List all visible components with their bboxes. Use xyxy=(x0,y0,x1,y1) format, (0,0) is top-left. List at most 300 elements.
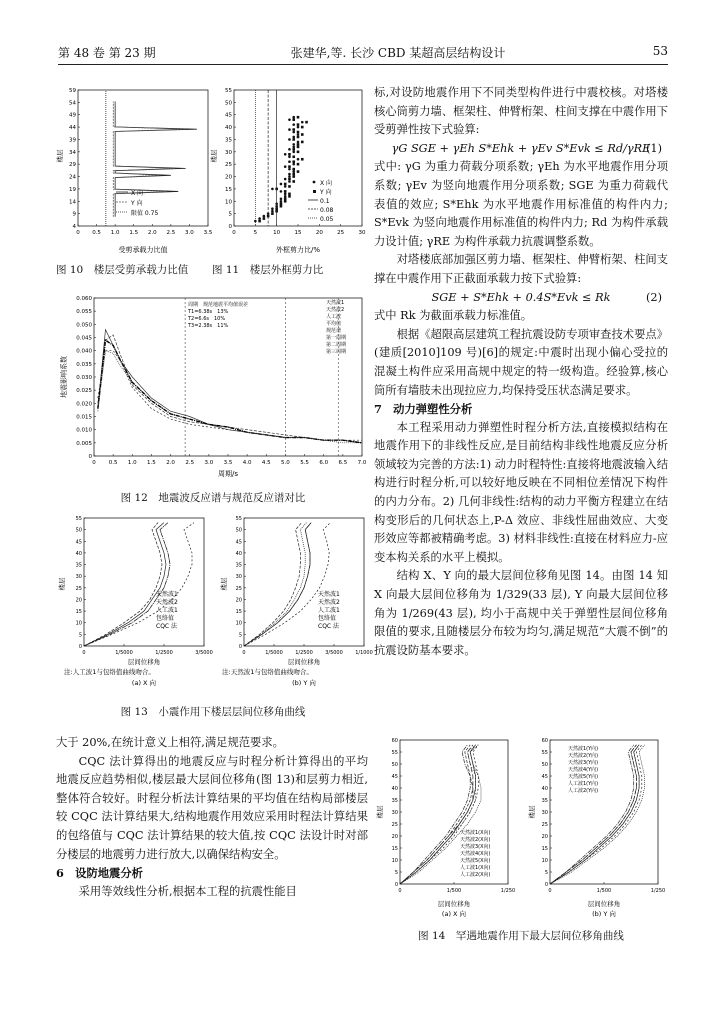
fig12-series xyxy=(98,330,362,443)
fig13b-ytick-label: 10 xyxy=(235,620,242,627)
fig14b-legend-6: 人工波2(Y向) xyxy=(568,788,599,794)
fig13a-sub: (a) X 向 xyxy=(131,679,157,687)
fig13b-ytick-label: 0 xyxy=(238,644,242,650)
fig11-point-y xyxy=(280,202,283,205)
fig13b-xtick-label: 1/1000 xyxy=(355,650,373,656)
fig13b-sub: (b) Y 向 xyxy=(292,679,316,687)
fig10-ytick-label: 24 xyxy=(69,174,76,181)
fig12-xtick-label: 6.5 xyxy=(338,460,348,466)
fig13a-xtick-label: 0 xyxy=(82,650,86,656)
fig13a-series-line-4 xyxy=(84,523,194,646)
fig11-ytick-label: 0 xyxy=(228,224,232,230)
fig13b-series-line-3 xyxy=(244,523,311,646)
fig13a-ytick-label: 40 xyxy=(75,550,82,557)
fig12-xtick-label: 3.5 xyxy=(223,460,233,466)
fig14b-ytick-label: 30 xyxy=(541,810,548,816)
fig13a-ytick-label: 0 xyxy=(78,644,82,650)
fig13b-legend-4: CQC 法 xyxy=(318,623,340,630)
fig11-point-x xyxy=(292,116,295,119)
fig14b-xlabel: 层间位移角 xyxy=(587,900,621,908)
fig14a-ytick-label: 20 xyxy=(391,834,398,840)
fig14b-legend-2: 天然波3(Y向) xyxy=(568,760,599,766)
fig14a-ytick-label: 35 xyxy=(391,798,398,804)
fig11-point-y xyxy=(297,163,300,166)
fig14a-ylabel: 楼层 xyxy=(376,805,384,819)
fig14b-legend-4: 天然波5(Y向) xyxy=(568,774,599,780)
equation-1 xyxy=(374,140,668,159)
fig13a-legend-4: CQC 法 xyxy=(156,623,178,630)
fig12-xtick-label: 4.0 xyxy=(242,460,252,466)
fig12-ytick-label: 0.055 xyxy=(76,309,92,316)
fig11-point-x xyxy=(288,173,291,176)
fig14b-ytick-label: 10 xyxy=(541,858,548,864)
fig12-xtick-label: 0.5 xyxy=(108,460,118,466)
fig11-ytick-label: 35 xyxy=(225,137,232,144)
fig13a-legend-3: 包络值 xyxy=(156,615,175,622)
fig13b-ytick-label: 20 xyxy=(235,597,242,604)
fig11-xlabel: 外框剪力比/% xyxy=(275,246,321,254)
header-rule xyxy=(58,64,668,65)
fig11-point-y xyxy=(301,158,304,161)
fig11-point-x xyxy=(258,217,261,220)
fig12-xtick-label: 0 xyxy=(92,460,96,466)
fig12-ytick-label: 0.005 xyxy=(76,440,92,447)
fig11-point-x xyxy=(292,131,295,134)
fig10-xtick-label: 1.5 xyxy=(129,230,139,236)
fig11-point-x xyxy=(280,200,283,203)
fig13b-ytick-label: 45 xyxy=(235,539,242,546)
fig13a-xlabel: 层间位移角 xyxy=(127,658,161,666)
fig12-ytick-label: 0.015 xyxy=(76,414,92,421)
fig12-legend-7: 第三周期 xyxy=(326,349,347,355)
fig11-legend xyxy=(308,179,334,223)
fig13b-ytick-label: 5 xyxy=(238,632,242,639)
fig10-xlabel: 受剪承载力比值 xyxy=(118,246,168,254)
right-para-6: 本工程采用动力弹塑性时程分析方法,直接模拟结构在地震作用下的非线性反应,是目前结构非线性地震反应分析领域较为完善的方法:1) 动力时程特性:直接将地震波输入结构进行时程分析,可以较好地反映在不同相位差情况下构件的内力分布。2) 几何非线性:结构的动力平衡方程建立在结构变形后的几何状态上,P-Δ 效应、非线性屈曲效应、大变形效应等都被精确考虑。3) 材料非线性:直接在材料应力-应变本构关系的水平上模拟。 xyxy=(374,420,668,564)
fig12-xtick-label: 2.0 xyxy=(166,460,175,466)
fig12-ytick-label: 0.060 xyxy=(76,296,92,302)
fig11-point-x xyxy=(271,207,274,210)
fig13b-xtick-label: 1/2500 xyxy=(295,650,313,656)
fig11-ytick-label: 40 xyxy=(225,125,232,132)
fig11-xtick-label: 0 xyxy=(232,230,236,236)
fig11-point-y xyxy=(292,180,295,183)
fig11-point-x xyxy=(280,183,283,186)
fig14b-legend-0: 天然波1(Y向) xyxy=(568,746,599,752)
fig14a-legend-3: 天然波4(X向) xyxy=(460,851,491,857)
fig12-xtick-label: 2.5 xyxy=(185,460,195,466)
fig13b-note: 注:天然波1与包络值曲线吻合。 xyxy=(222,668,313,676)
fig13b-frame xyxy=(244,518,364,646)
fig13a-xtick-label: 1/5000 xyxy=(115,650,133,656)
fig12-legend-3: 平均值 xyxy=(326,321,342,327)
fig11-ytick-label: 55 xyxy=(225,88,232,94)
fig12-xlabel: 周期/s xyxy=(217,470,239,478)
fig11-ylabel: 楼层 xyxy=(210,149,218,163)
fig11-point-x xyxy=(284,178,287,181)
fig11-point-y xyxy=(288,153,291,156)
fig13b-ytick-label: 30 xyxy=(235,574,242,581)
fig11-point-y xyxy=(301,141,304,144)
fig11-point-x xyxy=(288,168,291,171)
equation-1-number: (1) xyxy=(645,141,662,155)
fig13a-series-line-0 xyxy=(84,523,166,646)
fig11-legend-005: 0.05 xyxy=(320,216,334,223)
fig13b-ytick-label: 25 xyxy=(235,585,242,592)
fig13b-ylabel: 楼层 xyxy=(220,577,228,591)
left-column-text xyxy=(56,734,368,901)
fig13b-ytick-label: 15 xyxy=(235,609,242,616)
fig14b-frame xyxy=(550,740,658,884)
right-para-2: 式中: γG 为重力荷载分项系数; γEh 为水平地震作用分项系数; γEv 为竖向地震作用分项系数; SGE 为重力荷载代表值的效应; S*Ehk 为水平地震作用标准值的构件内力; S*Evk 为竖向地震作用标准值的构件内力; Rd 为构件承载力设计值; γRE 为构件承载力抗震调整系数。 xyxy=(374,160,668,248)
figure-14-chart xyxy=(374,734,668,920)
fig14b-ytick-label: 40 xyxy=(541,786,548,792)
fig10-ytick-label: 39 xyxy=(69,137,76,144)
section-7-heading: 7 动力弹塑性分析 xyxy=(374,402,473,417)
fig11-point-x xyxy=(292,151,295,154)
fig10-ytick-label: 19 xyxy=(69,186,76,193)
fig10-legend-y: Y 向 xyxy=(131,200,143,207)
fig10-ylabel: 楼层 xyxy=(56,149,64,163)
fig11-point-y xyxy=(292,128,295,131)
fig14b-ylabel: 楼层 xyxy=(528,805,536,819)
fig14b-xtick-label: 0 xyxy=(548,888,552,894)
fig13b-ytick-label: 35 xyxy=(235,562,242,569)
fig14b-ytick-label: 20 xyxy=(541,834,548,840)
fig11-ytick-label: 10 xyxy=(225,199,232,206)
fig14b-y-ticks xyxy=(542,738,552,888)
fig11-point-x xyxy=(297,126,300,129)
fig13a-ytick-label: 50 xyxy=(75,527,82,534)
fig12-xtick-label: 3.0 xyxy=(204,460,214,466)
fig14b-ytick-label: 15 xyxy=(541,846,548,852)
fig11-point-y xyxy=(292,175,295,178)
fig14b-sub: (b) Y 向 xyxy=(592,910,616,918)
fig10-xtick-label: 3.0 xyxy=(185,230,194,236)
fig11-point-x xyxy=(288,148,291,151)
fig13a-legend xyxy=(156,590,178,630)
fig11-series xyxy=(254,90,308,226)
fig14a-ytick-label: 50 xyxy=(391,762,398,768)
fig11-point-x xyxy=(284,185,287,188)
fig10-series-line-1 xyxy=(113,102,185,217)
fig11-point-x xyxy=(292,136,295,139)
fig13a-legend-1: 天然波2 xyxy=(156,599,178,606)
fig13b-ytick-label: 50 xyxy=(235,527,242,534)
fig13b-legend xyxy=(318,590,340,630)
page-number: 53 xyxy=(652,44,668,58)
fig12-y-ticks xyxy=(76,296,96,460)
fig12-xtick-label: 5.0 xyxy=(281,460,290,466)
fig10-ytick-label: 59 xyxy=(69,88,76,94)
fig11-point-y xyxy=(297,116,300,119)
fig14b-legend-5: 人工波1(Y向) xyxy=(568,781,599,787)
fig14a-ytick-label: 10 xyxy=(391,858,398,864)
fig11-point-y xyxy=(280,205,283,208)
fig13a-ytick-label: 15 xyxy=(75,609,82,616)
figure-13-chart xyxy=(56,512,373,690)
right-column-text xyxy=(374,84,668,660)
fig11-point-x xyxy=(280,198,283,201)
fig14b-ytick-label: 25 xyxy=(541,822,548,828)
fig11-xtick-label: 20 xyxy=(315,230,323,236)
fig13b-ytick-label: 40 xyxy=(235,550,242,557)
fig10-ytick-label: 29 xyxy=(69,162,76,169)
fig11-point-y xyxy=(301,126,304,129)
fig11-xtick-label: 25 xyxy=(337,230,345,236)
fig14b-ytick-label: 35 xyxy=(541,798,548,804)
fig12-legend-1: 天然波2 xyxy=(326,307,345,313)
fig11-point-y xyxy=(284,190,287,193)
fig12-legend-0: 天然波1 xyxy=(326,300,345,306)
fig11-point-x xyxy=(297,133,300,136)
fig11-legend-008: 0.08 xyxy=(320,207,334,214)
fig13b-legend-2: 人工波1 xyxy=(318,607,340,614)
fig10-ytick-label: 4 xyxy=(72,224,76,230)
fig11-legend-x: X 向 xyxy=(320,180,333,187)
fig11-point-x xyxy=(288,138,291,141)
fig10-ytick-label: 49 xyxy=(69,112,76,119)
fig14a-legend-4: 天然波5(X向) xyxy=(460,858,491,864)
fig11-point-x xyxy=(292,143,295,146)
fig14a-ytick-label: 15 xyxy=(391,846,398,852)
fig14a-xlabel: 层间位移角 xyxy=(437,900,471,908)
right-para-3: 对塔楼底部加强区剪力墙、框架柱、伸臂桁架、柱间支撑在中震作用下正截面承载力按下式验算: xyxy=(374,253,668,285)
right-para-4: 式中 Rk 为截面承载力标准值。 xyxy=(374,309,533,323)
equation-2-number: (2) xyxy=(645,290,662,304)
fig11-xtick-label: 15 xyxy=(294,230,302,236)
fig12-ytick-label: 0.020 xyxy=(76,401,92,408)
fig11-point-y xyxy=(297,151,300,154)
fig11-point-x xyxy=(292,163,295,166)
left-para-2: CQC 法计算得出的地震反应与时程分析计算得出的平均地震反应趋势相似,楼层最大层间位移角(图 13)和层剪力相近,整体符合较好。时程分析法计算结果的平均值在结构局部楼层较 CQC 法计算结果大,结构地震作用效应采用时程法计算结果的包络值与 CQC 法计算结果的较大值,按 CQC 法设计时对部分楼层的地震剪力进行放大,以确保结构安全。 xyxy=(56,754,368,861)
figure-10-chart xyxy=(56,86,216,256)
fig10-ytick-label: 34 xyxy=(69,149,76,156)
fig10-plot-area xyxy=(69,88,213,236)
fig10-frame xyxy=(78,90,208,226)
left-para-1: 大于 20%,在统计意义上相符,满足规范要求。 xyxy=(56,736,284,749)
fig12-info-t2: T2=6.6s 10% xyxy=(188,316,226,322)
fig13a-ytick-label: 25 xyxy=(75,585,82,592)
fig12-xtick-label: 6.0 xyxy=(319,460,329,466)
fig14b-ytick-label: 55 xyxy=(541,750,548,756)
fig11-caption: 图 11 楼层外框剪力比 xyxy=(212,264,324,276)
fig11-point-y xyxy=(288,178,291,181)
fig11-ytick-label: 5 xyxy=(228,211,232,218)
fig14a-y-ticks xyxy=(392,738,402,888)
fig10-series xyxy=(106,90,197,226)
equation-2-body: SGE + S*Ehk + 0.4S*Evk ≤ Rk xyxy=(431,290,611,304)
fig11-point-y xyxy=(288,195,291,198)
fig12-ytick-label: 0.050 xyxy=(76,322,92,329)
fig11-ytick-label: 25 xyxy=(225,162,232,169)
fig12-legend xyxy=(326,299,346,355)
fig12-ytick-label: 0.045 xyxy=(76,335,92,342)
equation-2 xyxy=(374,289,668,308)
fig10-xtick-label: 3.5 xyxy=(203,230,213,236)
fig11-point-y xyxy=(297,123,300,126)
fig14b-ytick-label: 60 xyxy=(541,738,548,744)
fig11-point-y xyxy=(297,136,300,139)
fig11-legend-01: 0.1 xyxy=(320,198,330,205)
fig11-point-y xyxy=(292,118,295,121)
fig12-info-t3: T3=2.38s 11% xyxy=(188,323,229,329)
fig12-ylabel: 地震影响系数 xyxy=(60,356,68,398)
fig14a-xtick-label: 1/500 xyxy=(446,888,462,894)
fig12-ytick-label: 0 xyxy=(88,454,92,460)
fig12-frame xyxy=(94,298,362,456)
fig10-xtick-label: 0 xyxy=(76,230,80,236)
fig12-caption: 图 12 地震波反应谱与规范反应谱对比 xyxy=(120,492,306,504)
fig13-panel-b xyxy=(219,516,373,687)
fig11-point-x xyxy=(292,146,295,149)
fig14b-legend-1: 天然波2(Y向) xyxy=(568,753,599,759)
fig13b-series-line-0 xyxy=(244,523,311,646)
fig12-series-line-2 xyxy=(98,351,362,443)
fig11-legend-swatch-y xyxy=(313,190,316,193)
fig11-point-y xyxy=(292,173,295,176)
fig13a-ytick-label: 35 xyxy=(75,562,82,569)
fig11-point-x xyxy=(288,175,291,178)
fig14a-ytick-label: 55 xyxy=(391,750,398,756)
fig11-point-y xyxy=(297,131,300,134)
fig14b-xtick-label: 1/250 xyxy=(650,888,666,894)
fig11-point-y xyxy=(258,220,261,223)
equation-1-body: γG SGE + γEh S*Ehk + γEv S*Evk ≤ Rd/γRE xyxy=(391,141,651,155)
fig13a-y-ticks xyxy=(76,516,86,650)
fig13a-ytick-label: 45 xyxy=(75,539,82,546)
fig11-point-x xyxy=(280,190,283,193)
fig14a-ytick-label: 60 xyxy=(391,738,398,744)
fig13a-ytick-label: 55 xyxy=(75,516,82,522)
fig13b-ytick-label: 55 xyxy=(235,516,242,522)
fig11-point-x xyxy=(297,158,300,161)
fig11-point-y xyxy=(305,121,308,124)
fig14a-legend-6: 人工波2(X向) xyxy=(460,872,491,878)
fig14a-legend-2: 天然波3(X向) xyxy=(460,844,491,850)
fig13-caption: 图 13 小震作用下楼层层间位移角曲线 xyxy=(120,706,306,718)
right-para-7: 结构 X、Y 向的最大层间位移角见图 14。由图 14 知 X 向最大层间位移角为 1/329(33 层), Y 向最大层间位移角为 1/269(43 层), 均小于高规中关于弹塑性层间位移角限值的要求,且随楼层分布较为均匀,满足规范“大震不倒”的抗震设防基本要求。 xyxy=(374,569,668,657)
fig12-info-t1: T1=6.38s 13% xyxy=(188,309,229,315)
fig11-point-x xyxy=(284,193,287,196)
fig14a-legend-5: 人工波1(X向) xyxy=(460,865,491,871)
fig13b-y-ticks xyxy=(236,516,246,650)
fig13b-legend-0: 天然波1 xyxy=(318,591,340,598)
fig14b-ytick-label: 50 xyxy=(541,762,548,768)
fig10-legend-x: X 向 xyxy=(131,190,144,197)
fig12-ytick-label: 0.040 xyxy=(76,348,92,355)
fig13a-xtick-label: 1/2500 xyxy=(155,650,173,656)
fig11-point-y xyxy=(288,185,291,188)
fig12-xtick-label: 1.0 xyxy=(127,460,137,466)
fig14a-ytick-label: 25 xyxy=(391,822,398,828)
fig10-series-line-0 xyxy=(115,102,197,217)
fig10-legend-limit: 限值 0.75 xyxy=(131,210,159,217)
fig11-point-y xyxy=(292,138,295,141)
fig14a-legend-0: 天然波1(X向) xyxy=(460,830,491,836)
fig12-xtick-label: 4.5 xyxy=(261,460,271,466)
fig12-legend-6: 第二周期 xyxy=(326,342,347,348)
fig10-ytick-label: 9 xyxy=(72,211,76,218)
fig12-ytick-label: 0.030 xyxy=(76,375,92,381)
fig12-series-line-0 xyxy=(98,330,362,443)
fig13b-xtick-label: 1/5000 xyxy=(265,650,283,656)
fig11-point-y xyxy=(288,193,291,196)
fig11-point-y xyxy=(297,170,300,173)
fig13a-legend-2: 人工波1 xyxy=(156,607,178,614)
fig10-ytick-label: 14 xyxy=(69,199,76,206)
fig11-legend-y: Y 向 xyxy=(320,189,332,196)
fig13a-ytick-label: 5 xyxy=(78,632,82,639)
fig14-panel-b xyxy=(527,738,665,918)
fig13a-xtick-label: 3/5000 xyxy=(195,650,213,656)
fig11-point-y xyxy=(284,198,287,201)
fig14b-xtick-label: 1/500 xyxy=(596,888,612,894)
fig11-point-x xyxy=(284,195,287,198)
fig12-xtick-label: 1.5 xyxy=(147,460,156,466)
running-title: 张建华,等. 长沙 CBD 某超高层结构设计 xyxy=(290,46,506,60)
fig11-point-y xyxy=(271,212,274,215)
fig12-legend-2: 人工波 xyxy=(326,314,342,320)
fig14a-frame xyxy=(400,740,508,884)
fig14a-xtick-label: 1/250 xyxy=(500,888,516,894)
fig11-point-y xyxy=(297,143,300,146)
fig12-series-line-4 xyxy=(98,351,362,441)
fig14b-legend xyxy=(568,745,598,794)
fig13a-frame xyxy=(84,518,204,646)
fig11-legend-swatch-x xyxy=(313,181,316,184)
fig12-series-line-1 xyxy=(98,335,362,443)
fig10-ytick-label: 44 xyxy=(69,125,76,132)
fig11-point-y xyxy=(284,200,287,203)
fig12-legend-5: 第一周期 xyxy=(326,335,347,341)
fig12-ytick-label: 0.035 xyxy=(76,361,92,368)
fig11-point-y xyxy=(292,168,295,171)
figure-11-chart xyxy=(210,86,370,256)
fig14a-legend-1: 天然波2(X向) xyxy=(460,837,491,843)
fig11-point-x xyxy=(301,121,304,124)
fig11-point-y xyxy=(301,133,304,136)
fig14a-ytick-label: 5 xyxy=(394,870,398,876)
fig14a-ytick-label: 40 xyxy=(391,786,398,792)
fig11-ytick-label: 15 xyxy=(225,186,232,193)
fig11-point-y xyxy=(288,165,291,168)
fig10-ytick-label: 54 xyxy=(69,100,76,107)
fig12-xtick-label: 7.0 xyxy=(357,460,367,466)
fig10-xtick-label: 2.0 xyxy=(147,230,157,236)
fig11-point-x xyxy=(284,165,287,168)
fig13a-legend-0: 天然波1 xyxy=(156,591,178,598)
fig13b-xtick-label: 0 xyxy=(242,650,246,656)
fig10-xtick-label: 1.0 xyxy=(110,230,120,236)
fig10-xtick-label: 0.5 xyxy=(92,230,101,236)
fig13a-note: 注:人工波1与包络值曲线吻合。 xyxy=(64,668,155,676)
fig14-panel-a xyxy=(375,738,515,918)
fig11-xtick-label: 30 xyxy=(358,230,366,236)
fig11-point-x xyxy=(271,188,274,191)
fig12-ytick-label: 0.010 xyxy=(76,427,92,434)
fig11-point-x xyxy=(288,128,291,131)
fig12-ytick-label: 0.025 xyxy=(76,388,92,395)
fig11-ytick-label: 45 xyxy=(225,112,232,119)
fig11-point-y xyxy=(292,148,295,151)
running-header xyxy=(58,40,668,62)
right-para-5: 根据《超限高层建筑工程抗震设防专项审查技术要点》(建质[2010]109 号)[6]的规定:中震时出现小偏心受拉的混凝土构件应采用高规中规定的特一级构造。经验算,核心筒所有墙肢未出现拉应力,均保持受压状态满足要求。 xyxy=(374,327,668,397)
fig12-info xyxy=(187,301,248,329)
left-para-3: 采用等效线性分析,根据本工程的抗震性能目 xyxy=(78,884,297,898)
fig11-ytick-label: 30 xyxy=(225,149,232,156)
fig11-point-y xyxy=(292,160,295,163)
